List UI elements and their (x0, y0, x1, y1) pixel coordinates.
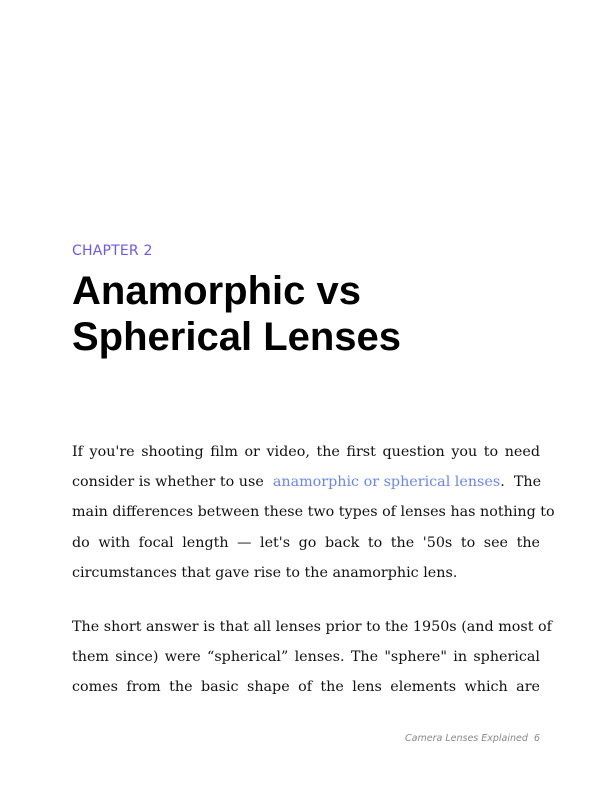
text-line: If you're shooting film or video, the first question you to need (72, 444, 540, 460)
title-line: Spherical Lenses (72, 315, 402, 359)
text-line: do with focal length — let's go back to the '50s to see the (72, 534, 540, 551)
chapter-label: CHAPTER 2 (72, 243, 153, 259)
page-number: 6 (533, 733, 540, 744)
paragraph-2 (72, 612, 552, 703)
text-line: circumstances that gave rise to the anamorphic lens. (72, 564, 458, 581)
text: . The (500, 474, 542, 491)
footer-book-title: Camera Lenses Explained (405, 733, 528, 744)
text: consider is whether to use (72, 474, 269, 491)
text-line: comes from the basic shape of the lens elements which are (72, 679, 540, 696)
paragraph-1 (72, 437, 555, 588)
text-line (72, 467, 540, 497)
text-line: them since) were “spherical” lenses. The "sphere" in spherical (72, 649, 540, 666)
title-line: Anamorphic vs (72, 269, 361, 313)
page-footer (405, 733, 540, 744)
text-line: The short answer is that all lenses prior to the 1950s (and most of (72, 619, 552, 635)
text-line: main differences between these two types of lenses has nothing to (72, 504, 555, 521)
anamorphic-spherical-link[interactable]: anamorphic or spherical lenses (272, 474, 501, 491)
page-title (72, 268, 401, 360)
